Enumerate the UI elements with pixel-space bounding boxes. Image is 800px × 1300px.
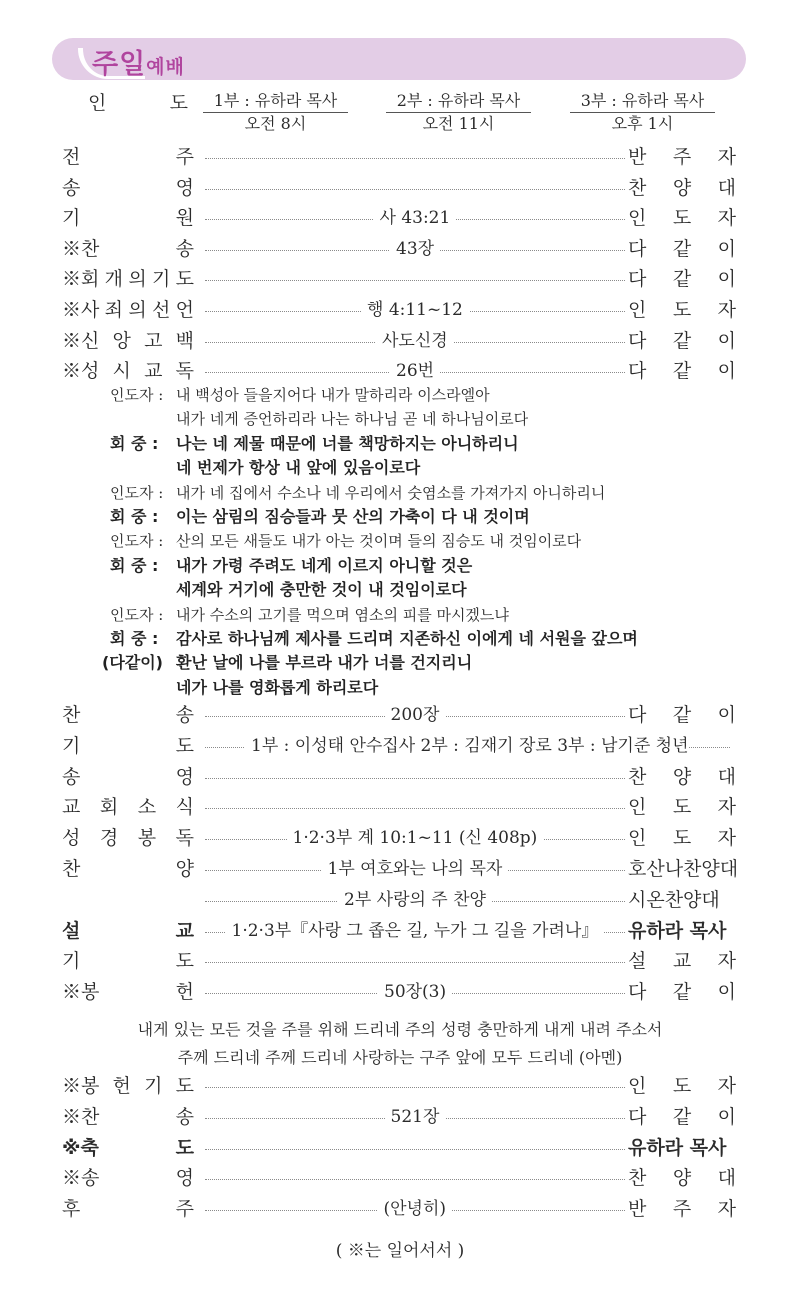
responsive-text: 내가 네게 증언하리라 나는 하나님 곧 네 하나님이로다 <box>176 410 529 429</box>
order3-item-label: ※축 도 <box>62 1136 194 1159</box>
order1-item-row <box>0 142 800 172</box>
order2-item-detail: 200장 <box>385 700 446 730</box>
section-header <box>52 38 746 80</box>
responsive-speaker: 회 중 : <box>110 629 159 648</box>
order1-item-row <box>0 173 800 203</box>
order2-item-row <box>0 977 800 1007</box>
order1-item-label: ※신 앙 고 백 <box>62 329 194 352</box>
order1-item-label: 송 영 <box>62 176 194 199</box>
prelude-col-3 <box>570 90 715 135</box>
order1-item-label: ※찬 송 <box>62 237 194 260</box>
order2-item-leader: 유하라 목사 <box>628 919 727 942</box>
order1-item-detail: 행 4:11~12 <box>361 295 469 325</box>
order1-item-label: 기 원 <box>62 207 194 230</box>
order2-item-row <box>0 854 800 884</box>
order2-item-row <box>0 762 800 792</box>
order1-item-leader: 다 같 이 <box>628 360 736 383</box>
dotted-leader <box>205 778 625 779</box>
order1-item-leader: 다 같 이 <box>628 237 736 260</box>
prelude-service-3: 3부 : 유하라 목사 <box>570 90 715 113</box>
responsive-text: 내가 네 집에서 수소나 네 우리에서 숫염소를 가져가지 아니하리니 <box>176 483 606 502</box>
order2-item-label: 찬 송 <box>62 704 194 726</box>
order2-item-detail: 1·2·3부 계 10:1~11 (신 408p) <box>287 823 544 853</box>
dotted-leader <box>205 280 625 281</box>
order2-item-row <box>0 946 800 976</box>
order3-item-label: 후 주 <box>62 1198 194 1221</box>
standing-note: ( ※는 일어서서 ) <box>335 1241 465 1261</box>
lyrics-line-2: 주께 드리네 주께 드리네 사랑하는 구주 앞에 모두 드리네 (아멘) <box>177 1048 623 1067</box>
order3-item-detail: (안녕히) <box>378 1194 453 1224</box>
order1-item-leader: 찬 양 대 <box>628 176 736 199</box>
order2-item-detail: 1·2·3부『사랑 그 좁은 길, 누가 그 길을 가려나』 <box>226 916 605 946</box>
order3-item-detail: 521장 <box>385 1102 446 1132</box>
order2-item-row <box>0 823 800 853</box>
order2-item-detail: 1부 : 이성태 안수집사 2부 : 김재기 장로 3부 : 남기준 청년 <box>245 731 689 761</box>
order1-item-label: ※성 시 교 독 <box>62 360 194 383</box>
order3-item-row <box>0 1071 800 1101</box>
dotted-leader <box>205 962 625 963</box>
order2-item-row <box>0 885 800 915</box>
order2-item-row <box>0 792 800 822</box>
order1-item-label: ※사 죄 의 선 언 <box>62 299 194 321</box>
order1-item-row <box>0 203 800 233</box>
responsive-text: 내 백성아 들을지어다 내가 말하리라 이스라엘아 <box>176 386 490 404</box>
dotted-leader <box>205 1087 625 1088</box>
order3-item-row <box>0 1163 800 1193</box>
order3-item-row <box>0 1194 800 1224</box>
order2-item-label: 기 도 <box>62 734 194 757</box>
responsive-text: 네 번제가 항상 내 앞에 있음이로다 <box>176 458 421 478</box>
order1-item-leader: 인 도 자 <box>628 207 736 230</box>
order2-item-leader: 다 같 이 <box>628 704 736 726</box>
prelude-col-2 <box>386 90 531 135</box>
order2-item-leader: 찬 양 대 <box>628 765 736 788</box>
dotted-leader <box>205 808 625 809</box>
prelude-label: 인 도 <box>88 92 188 114</box>
order3-item-label: ※찬 송 <box>62 1105 194 1128</box>
order1-item-row <box>0 234 800 264</box>
order1-item-detail: 43장 <box>390 234 440 264</box>
order3-item-leader: 인 도 자 <box>628 1075 736 1097</box>
order2-item-label: 설 교 <box>62 919 194 942</box>
order2-item-row <box>0 916 800 946</box>
order3-item-leader: 반 주 자 <box>628 1198 736 1221</box>
order1-item-detail: 사도신경 <box>376 326 454 356</box>
order1-item-detail: 사 43:21 <box>374 203 457 233</box>
order2-item-leader: 시온찬양대 <box>628 888 720 911</box>
order2-item-label: 성 경 봉 독 <box>62 827 194 850</box>
order3-item-leader: 유하라 목사 <box>628 1136 727 1159</box>
responsive-text: 나는 네 제물 때문에 너를 책망하지는 아니하리니 <box>176 433 519 453</box>
order3-item-label: ※송 영 <box>62 1167 194 1190</box>
order3-item-leader: 다 같 이 <box>628 1105 736 1128</box>
dotted-leader <box>205 189 625 190</box>
order1-item-row <box>0 356 800 386</box>
order2-item-leader: 다 같 이 <box>628 981 736 1004</box>
responsive-speaker: 회 중 : <box>110 555 159 575</box>
responsive-text: 내가 수소의 고기를 먹으며 염소의 피를 마시겠느냐 <box>176 605 509 624</box>
order3-item-row <box>0 1102 800 1132</box>
responsive-text: 세계와 거기에 충만한 것이 내 것임이로다 <box>176 580 467 600</box>
order1-item-leader: 다 같 이 <box>628 329 736 352</box>
responsive-speaker: 인도자 : <box>110 386 164 404</box>
prelude-time-3: 오후 1시 <box>611 114 674 133</box>
order2-item-label: 교 회 소 식 <box>62 796 194 819</box>
order2-item-detail: 50장(3) <box>378 977 452 1007</box>
order2-item-label: ※봉 헌 <box>62 981 194 1004</box>
order3-item-label: ※봉 헌 기 도 <box>62 1075 194 1097</box>
responsive-text: 이는 삼림의 짐승들과 뭇 산의 가축이 다 내 것이며 <box>176 507 530 526</box>
order2-item-detail: 2부 사랑의 주 찬양 <box>338 885 492 915</box>
order3-item-row <box>0 1133 800 1163</box>
order2-item-label: 기 도 <box>62 950 194 973</box>
order2-item-detail: 1부 여호와는 나의 목자 <box>322 854 509 884</box>
title-sub: 예배 <box>146 56 185 78</box>
order2-item-label: 찬 양 <box>62 858 194 880</box>
dotted-leader <box>205 158 625 159</box>
responsive-text: 산의 모든 새들도 내가 아는 것이며 들의 짐승도 내 것임이로다 <box>176 532 582 551</box>
responsive-speaker: 회 중 : <box>110 433 159 453</box>
order2-item-leader: 인 도 자 <box>628 796 736 819</box>
prelude-service-2: 2부 : 유하라 목사 <box>386 90 531 113</box>
responsive-speaker: 인도자 : <box>110 483 164 502</box>
dotted-leader <box>205 1149 625 1150</box>
order2-item-row <box>0 731 800 761</box>
prelude-service-1: 1부 : 유하라 목사 <box>203 90 348 113</box>
order1-item-row <box>0 326 800 356</box>
responsive-speaker: (다같이) <box>102 653 163 673</box>
order2-item-row <box>0 700 800 730</box>
order1-item-leader: 인 도 자 <box>628 299 736 321</box>
dotted-leader <box>205 1179 625 1180</box>
responsive-text: 감사로 하나님께 제사를 드리며 지존하신 이에게 네 서원을 갚으며 <box>176 629 638 648</box>
prelude-col-1 <box>203 90 348 135</box>
lyrics-line-1: 내게 있는 모든 것을 주를 위해 드리네 주의 성령 충만하게 내게 내려 주소서 <box>137 1020 663 1039</box>
title-main: 주일 <box>92 49 147 80</box>
prelude-time-1: 오전 8시 <box>244 114 307 133</box>
responsive-text: 내가 가령 주려도 네게 이르지 아니할 것은 <box>176 555 473 575</box>
order1-item-label: ※회 개 의 기 도 <box>62 268 194 291</box>
order2-item-leader: 호산나찬양대 <box>628 858 739 880</box>
order1-item-detail: 26번 <box>390 356 440 386</box>
order1-item-leader: 반 주 자 <box>628 146 736 168</box>
section-title <box>92 42 185 81</box>
responsive-speaker: 회 중 : <box>110 507 159 526</box>
order1-item-label: 전 주 <box>62 146 194 168</box>
responsive-text: 환난 날에 나를 부르라 내가 너를 건지리니 <box>176 653 473 673</box>
responsive-speaker: 인도자 : <box>110 532 164 551</box>
prelude-time-2: 오전 11시 <box>422 114 495 133</box>
order1-item-row <box>0 264 800 294</box>
order1-item-leader: 다 같 이 <box>628 268 736 291</box>
responsive-speaker: 인도자 : <box>110 605 164 624</box>
responsive-text: 네가 나를 영화롭게 하리로다 <box>176 677 379 697</box>
order2-item-label: 송 영 <box>62 765 194 788</box>
order1-item-row <box>0 295 800 325</box>
order3-item-leader: 찬 양 대 <box>628 1167 736 1190</box>
order2-item-leader: 인 도 자 <box>628 827 736 850</box>
order2-item-leader: 설 교 자 <box>628 950 736 973</box>
